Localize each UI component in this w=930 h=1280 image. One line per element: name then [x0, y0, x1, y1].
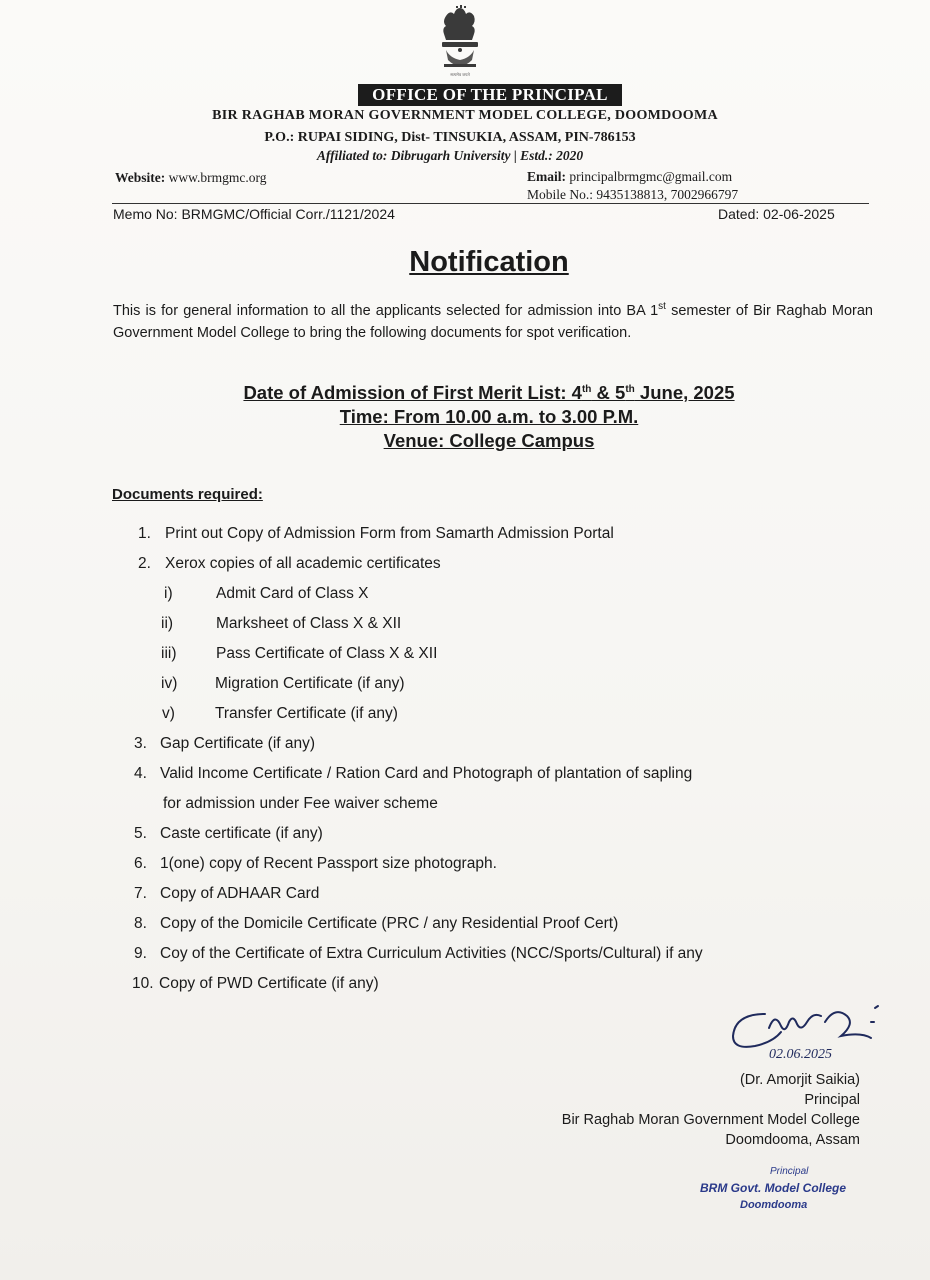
list-item-number: 7. — [134, 885, 147, 902]
contact-block — [527, 168, 738, 204]
list-item-number: v) — [162, 705, 175, 722]
list-item: Copy of the Domicile Certificate (PRC / any Residential Proof Cert) — [160, 915, 619, 932]
signature-graphic — [725, 1000, 910, 1062]
email-address[interactable]: principalbrmgmc@gmail.com — [569, 169, 733, 184]
list-item-number: 6. — [134, 855, 147, 872]
website-line — [115, 170, 267, 186]
intro-sup: st — [658, 301, 666, 313]
documents-heading: Documents required: — [112, 486, 263, 503]
email-line — [527, 168, 738, 186]
list-item: Pass Certificate of Class X & XII — [216, 645, 438, 662]
list-item: Valid Income Certificate / Ration Card and Photograph of plantation of sapling — [160, 765, 693, 782]
stamp-line-1: Principal — [770, 1166, 809, 1177]
list-item: Marksheet of Class X & XII — [216, 615, 402, 632]
list-item-number: 10. — [132, 975, 154, 992]
admission-time: Time: From 10.00 a.m. to 3.00 P.M. — [339, 406, 639, 427]
memo-date: Dated: 02-06-2025 — [718, 206, 835, 222]
college-address: P.O.: RUPAI SIDING, Dist- TINSUKIA, ASSAM, PIN-786153 — [264, 130, 636, 145]
office-banner: OFFICE OF THE PRINCIPAL — [358, 84, 622, 106]
list-item: Copy of PWD Certificate (if any) — [159, 975, 379, 992]
date-text-b: & 5 — [591, 382, 626, 403]
header-divider — [112, 203, 869, 204]
admission-date — [0, 381, 930, 405]
email-label: Email: — [527, 169, 566, 184]
page-title: Notification — [409, 246, 569, 278]
intro-paragraph — [113, 300, 873, 344]
list-item: Migration Certificate (if any) — [215, 675, 405, 692]
stamp-line-2: BRM Govt. Model College — [700, 1181, 847, 1195]
date-sup-2: th — [625, 383, 635, 395]
signer-name: (Dr. Amorjit Saikia) — [739, 1072, 860, 1088]
signature-handwritten-date: 02.06.2025 — [769, 1047, 832, 1062]
signer-designation: Principal — [804, 1092, 860, 1108]
list-item: Caste certificate (if any) — [160, 825, 323, 842]
stamp-line-3: Doomdooma — [740, 1199, 808, 1211]
admission-venue: Venue: College Campus — [383, 430, 595, 451]
list-item-number: 1. — [138, 525, 151, 542]
college-name: BIR RAGHAB MORAN GOVERNMENT MODEL COLLEGE, DOOMDOOMA — [212, 108, 718, 123]
signer-place: Doomdooma, Assam — [725, 1132, 860, 1148]
list-item: Gap Certificate (if any) — [160, 735, 316, 752]
list-item-number: iv) — [161, 675, 178, 692]
intro-text-b: semester of Bir Raghab Moran Government Model College to bring the following documents for spot verification. — [113, 303, 873, 341]
list-item-number: iii) — [161, 645, 177, 662]
emblem-caption: सत्यमेव जयते — [450, 72, 470, 77]
affiliation: Affiliated to: Dibrugarh University | Estd.: 2020 — [316, 148, 584, 163]
mobile-line: Mobile No.: 9435138813, 7002966797 — [527, 187, 739, 202]
list-item-number: ii) — [161, 615, 174, 632]
website-url[interactable]: www.brmgmc.org — [168, 170, 267, 185]
admission-schedule — [0, 381, 930, 453]
list-item-number: 3. — [134, 735, 147, 752]
list-item: Transfer Certificate (if any) — [215, 705, 398, 722]
list-item-number: 5. — [134, 825, 147, 842]
signer-college: Bir Raghab Moran Government Model College — [561, 1112, 860, 1128]
list-item: Coy of the Certificate of Extra Curriculum Activities (NCC/Sports/Cultural) if any — [160, 945, 703, 962]
date-text-c: June, 2025 — [634, 382, 735, 403]
list-item-number: 9. — [134, 945, 147, 962]
list-item-number: 8. — [134, 915, 147, 932]
list-item-continuation: for admission under Fee waiver scheme — [163, 795, 438, 812]
memo-number: Memo No: BRMGMC/Official Corr./1121/2024 — [113, 206, 395, 222]
office-stamp — [700, 1160, 875, 1220]
list-item: Xerox copies of all academic certificates — [165, 555, 441, 572]
list-item-number: i) — [164, 585, 173, 602]
list-item-number: 4. — [134, 765, 147, 782]
list-item: Print out Copy of Admission Form from Samarth Admission Portal — [165, 525, 614, 542]
date-text-a: Date of Admission of First Merit List: 4 — [243, 382, 582, 403]
date-sup-1: th — [581, 383, 592, 395]
list-item-number: 2. — [138, 555, 151, 572]
list-item: 1(one) copy of Recent Passport size photograph. — [160, 855, 497, 872]
list-item: Copy of ADHAAR Card — [160, 885, 320, 902]
website-label: Website: — [115, 170, 166, 185]
national-emblem-icon — [430, 4, 490, 78]
intro-text-a: This is for general information to all the applicants selected for admission into BA 1 — [113, 303, 659, 319]
list-item: Admit Card of Class X — [216, 585, 369, 602]
